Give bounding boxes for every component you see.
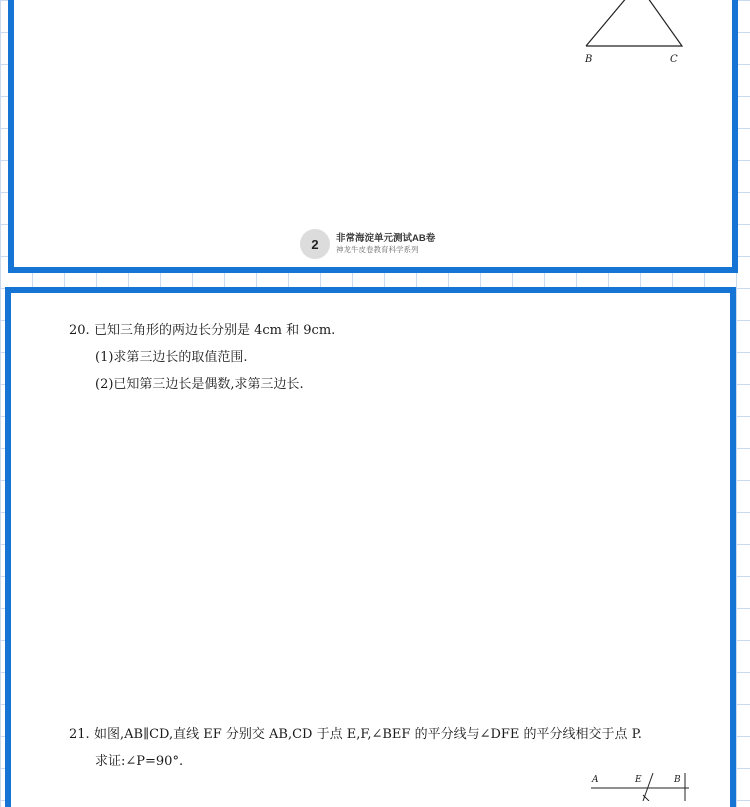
question-21-number: 21. bbox=[69, 727, 90, 742]
footer-text bbox=[336, 233, 435, 255]
vertex-label-b: B bbox=[585, 54, 593, 65]
page-number: 2 bbox=[300, 229, 330, 259]
top-page bbox=[8, 0, 738, 273]
question-20-text: 已知三角形的两边长分别是 4cm 和 9cm. bbox=[94, 323, 336, 338]
question-20-part-1: (1)求第三边长的取值范围. bbox=[95, 350, 248, 365]
question-21-text: 如图,AB∥CD,直线 EF 分别交 AB,CD 于点 E,F,∠BEF 的平分线与∠DFE 的平分线相交于点 P. bbox=[94, 727, 642, 742]
bottom-page bbox=[5, 287, 736, 807]
page-footer bbox=[300, 229, 435, 259]
point-label-e: E bbox=[635, 775, 642, 785]
triangle-figure bbox=[584, 0, 694, 56]
footer-title: 非常海淀单元测试AB卷 bbox=[336, 233, 436, 244]
question-20-number: 20. bbox=[69, 323, 90, 338]
footer-subtitle: 神龙牛皮卷教育科学系列 bbox=[336, 245, 419, 254]
point-label-a: A bbox=[592, 775, 599, 785]
point-label-b: B bbox=[674, 775, 681, 785]
question-21-proof: 求证:∠P=90°. bbox=[95, 754, 184, 769]
question-21-stem bbox=[69, 723, 642, 742]
question-20-stem bbox=[69, 319, 335, 338]
question-20-part-2: (2)已知第三边长是偶数,求第三边长. bbox=[95, 377, 304, 392]
vertex-label-c: C bbox=[670, 54, 678, 65]
